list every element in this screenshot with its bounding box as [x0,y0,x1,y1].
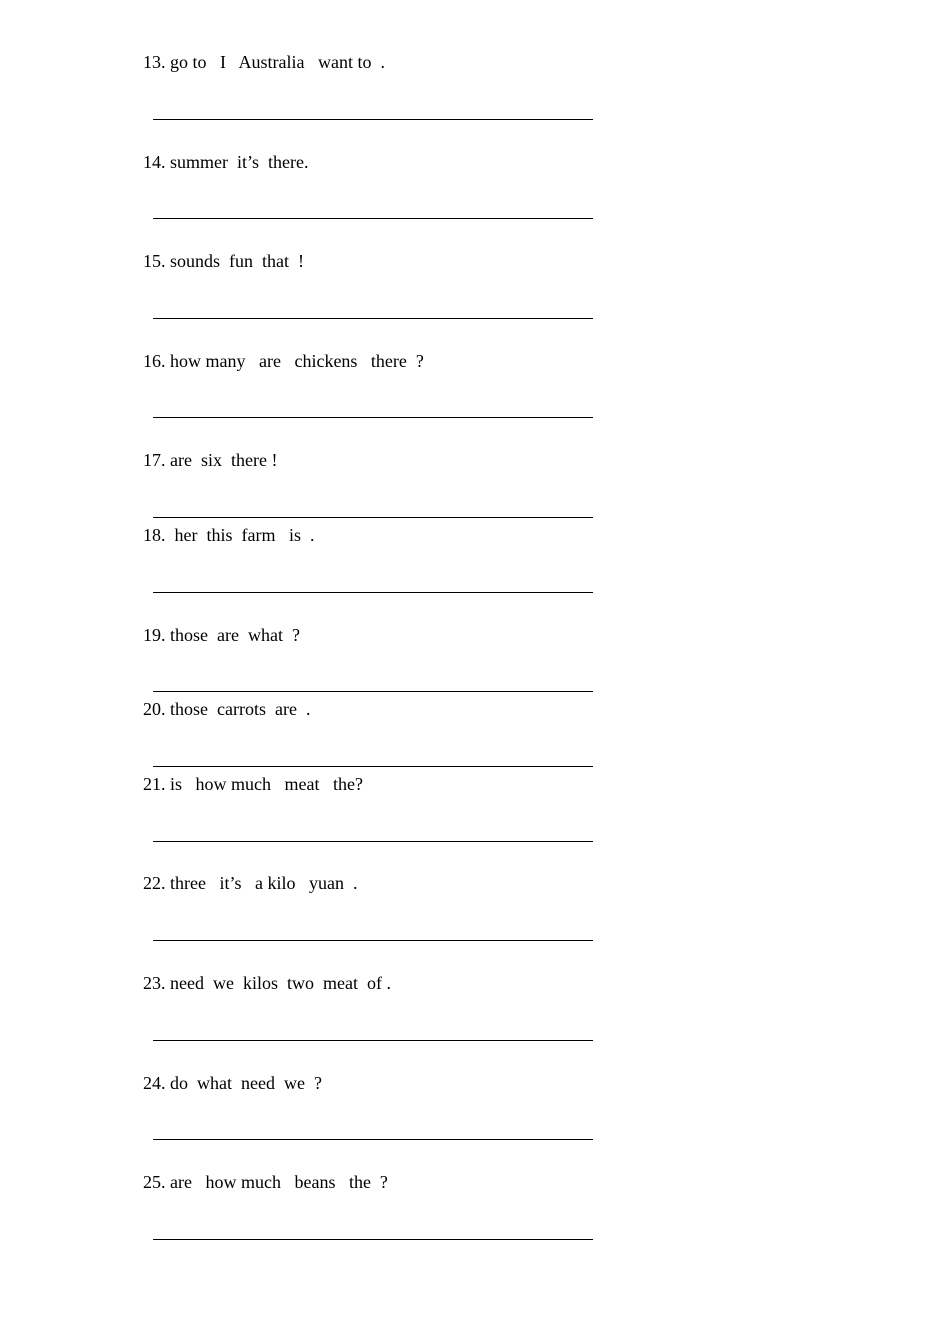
question-21: 21. is how much meat the? [143,774,363,794]
answer-line-25[interactable] [153,1239,593,1240]
question-23: 23. need we kilos two meat of . [143,973,391,993]
question-14: 14. summer it’s there. [143,152,309,172]
answer-line-23[interactable] [153,1040,593,1041]
question-18: 18. her this farm is . [143,525,315,545]
answer-line-16[interactable] [153,417,593,418]
answer-line-19[interactable] [153,691,593,692]
answer-line-15[interactable] [153,318,593,319]
question-24: 24. do what need we ? [143,1073,322,1093]
answer-line-17[interactable] [153,517,593,518]
answer-line-20[interactable] [153,766,593,767]
question-15: 15. sounds fun that ! [143,251,304,271]
question-17: 17. are six there ! [143,450,278,470]
answer-line-14[interactable] [153,218,593,219]
question-25: 25. are how much beans the ? [143,1172,388,1192]
answer-line-24[interactable] [153,1139,593,1140]
answer-line-21[interactable] [153,841,593,842]
question-20: 20. those carrots are . [143,699,311,719]
answer-line-13[interactable] [153,119,593,120]
question-16: 16. how many are chickens there ? [143,351,424,371]
answer-line-22[interactable] [153,940,593,941]
answer-line-18[interactable] [153,592,593,593]
question-22: 22. three it’s a kilo yuan . [143,873,358,893]
question-19: 19. those are what ? [143,625,300,645]
question-13: 13. go to I Australia want to . [143,52,385,72]
